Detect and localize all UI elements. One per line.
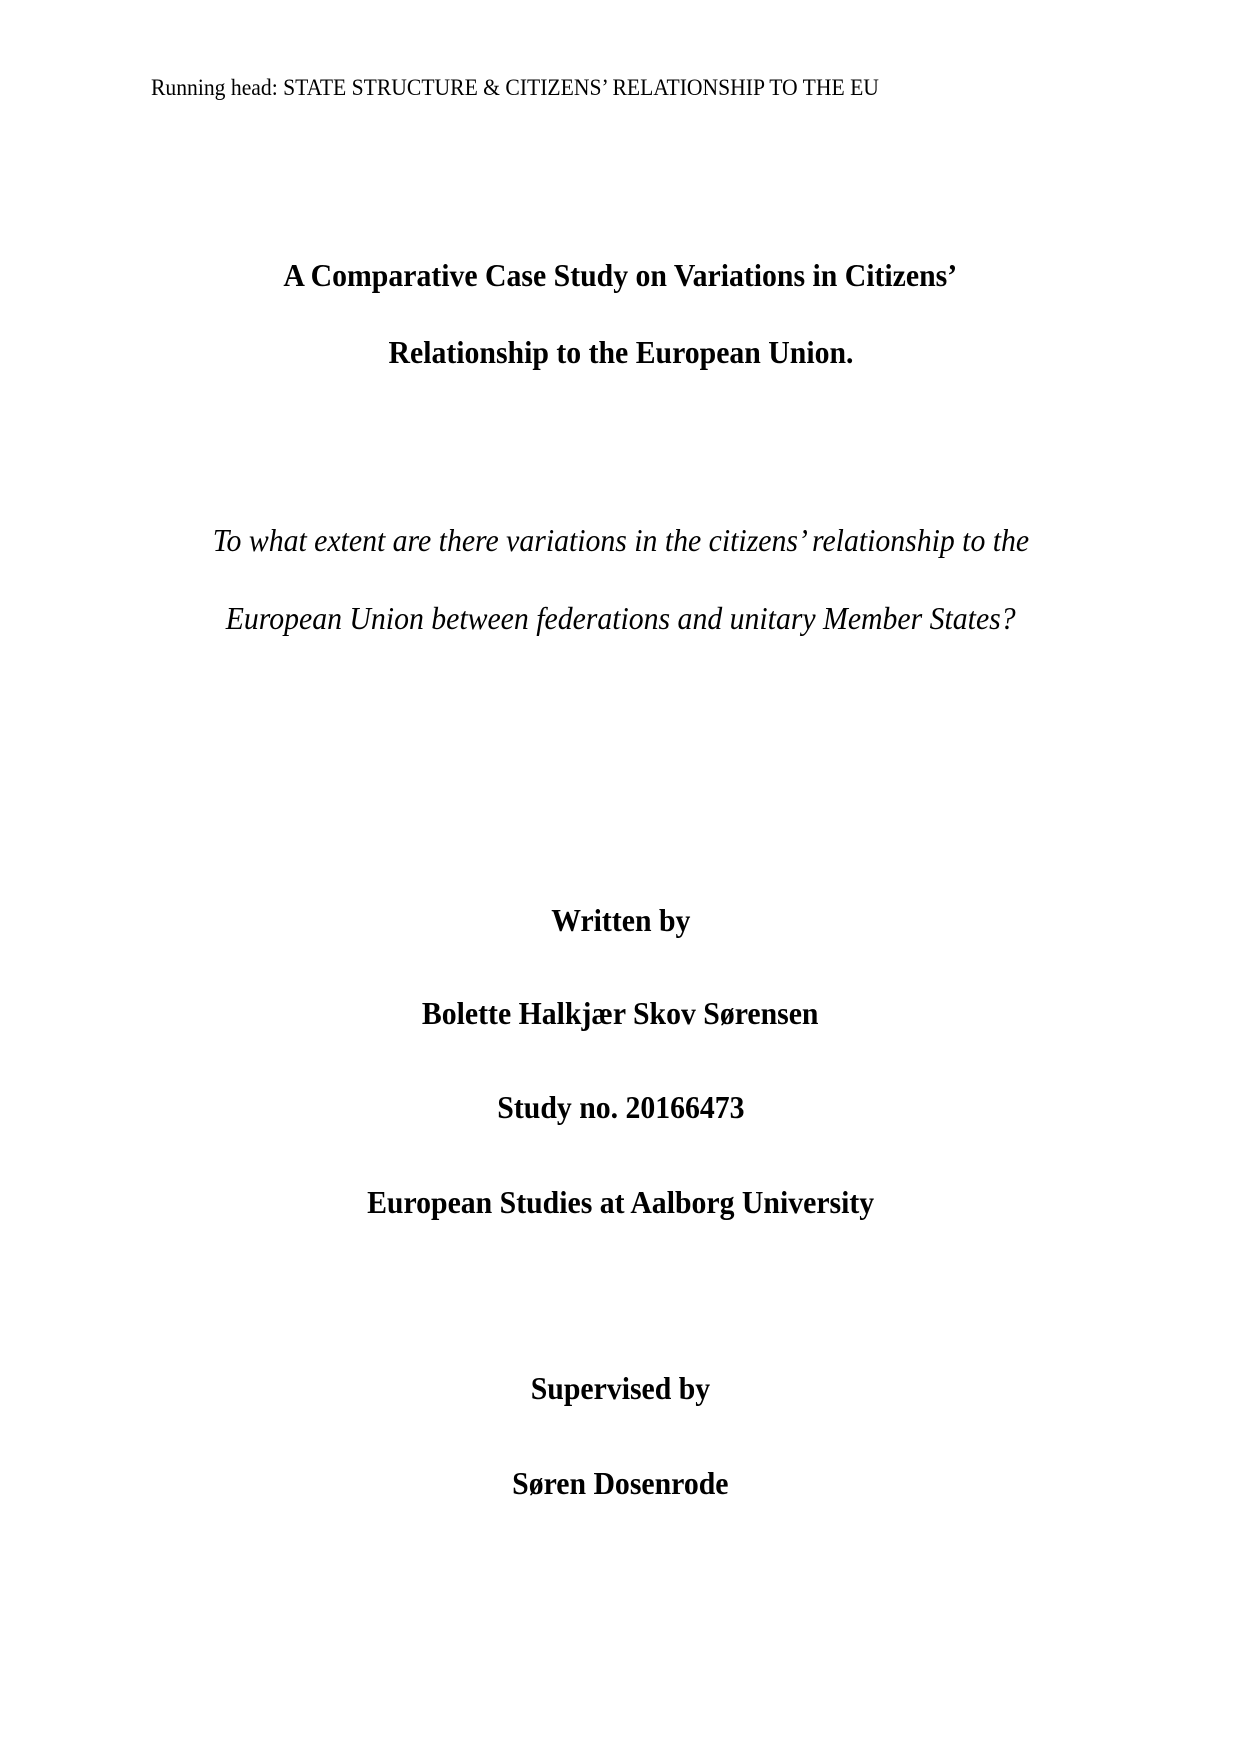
study-program-text: European Studies at Aalborg University — [366, 1184, 875, 1220]
study-number-text: Study no. 20166473 — [496, 1089, 745, 1125]
study-number — [0, 1088, 1241, 1126]
author-name-text: Bolette Halkjær Skov Sørensen — [422, 995, 819, 1031]
research-question-line-2 — [0, 599, 1241, 637]
supervisor-name-text: Søren Dosenrode — [512, 1465, 729, 1501]
title-line-2 — [0, 333, 1241, 371]
title-line-1 — [0, 256, 1241, 294]
title-line-2-text: Relationship to the European Union. — [388, 334, 853, 370]
supervised-by-label — [0, 1369, 1241, 1407]
research-question-line-2-text: European Union between federations and unitary Member States? — [225, 600, 1016, 636]
written-by-label — [0, 901, 1241, 939]
author-name — [0, 994, 1241, 1032]
study-program — [0, 1183, 1241, 1221]
running-head: Running head: STATE STRUCTURE & CITIZENS’ RELATIONSHIP TO THE EU — [151, 75, 879, 100]
supervised-by-label-text: Supervised by — [530, 1370, 711, 1406]
research-question-line-1-text: To what extent are there variations in the citizens’ relationship to the — [212, 522, 1029, 558]
research-question-line-1 — [0, 521, 1241, 559]
supervisor-name — [0, 1464, 1241, 1502]
title-line-1-text: A Comparative Case Study on Variations in Citizens’ — [283, 257, 958, 293]
written-by-label-text: Written by — [550, 902, 691, 938]
